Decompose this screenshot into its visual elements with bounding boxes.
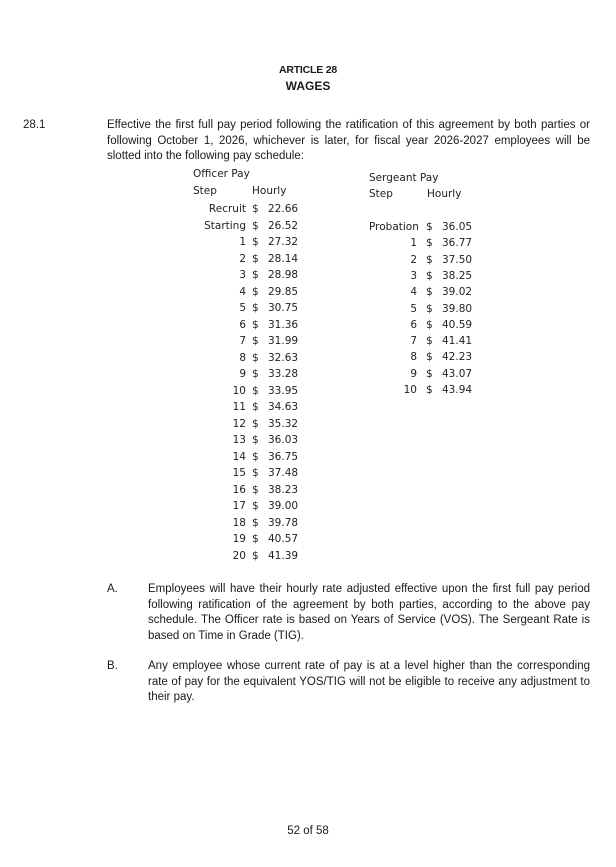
pay-row — [193, 434, 323, 451]
dollar-sign: $ — [252, 318, 259, 331]
step-cell: 16 — [232, 483, 246, 496]
dollar-sign: $ — [426, 286, 433, 299]
dollar-sign: $ — [252, 417, 259, 430]
pay-row — [193, 401, 323, 418]
pay-row — [193, 220, 323, 237]
pay-row — [193, 286, 323, 303]
dollar-sign: $ — [252, 450, 259, 463]
hourly-rate-cell: 41.39 — [268, 549, 299, 562]
dollar-sign: $ — [252, 434, 259, 446]
dollar-sign: $ — [252, 252, 259, 265]
dollar-sign: $ — [252, 549, 259, 562]
pay-row — [193, 203, 323, 220]
dollar-sign: $ — [252, 368, 259, 380]
pay-row — [193, 319, 323, 336]
step-cell: 3 — [239, 269, 246, 281]
pay-row — [369, 368, 499, 385]
step-cell: 7 — [239, 335, 246, 347]
step-cell: 3 — [410, 269, 417, 282]
dollar-sign: $ — [252, 335, 259, 347]
dollar-sign: $ — [426, 384, 433, 396]
officer-step-header: Step — [193, 185, 217, 197]
note-b-label: B. — [107, 660, 118, 672]
dollar-sign: $ — [426, 253, 433, 266]
sergeant-hourly-header: Hourly — [427, 188, 462, 200]
hourly-rate-cell: 37.48 — [268, 467, 299, 479]
section-number: 28.1 — [23, 119, 46, 131]
pay-row — [193, 352, 323, 369]
step-cell: 18 — [232, 516, 246, 529]
dollar-sign: $ — [426, 367, 433, 380]
hourly-rate-cell: 27.32 — [268, 236, 299, 248]
dollar-sign: $ — [252, 483, 259, 496]
hourly-rate-cell: 30.75 — [268, 302, 299, 314]
pay-row — [193, 467, 323, 484]
pay-row — [193, 269, 323, 286]
hourly-rate-cell: 35.32 — [268, 417, 299, 430]
dollar-sign: $ — [252, 236, 259, 248]
pay-row — [369, 351, 499, 368]
pay-row — [369, 319, 499, 336]
dollar-sign: $ — [252, 533, 259, 545]
dollar-sign: $ — [252, 351, 259, 364]
hourly-rate-cell: 43.94 — [442, 384, 473, 396]
officer-table-title: Officer Pay — [193, 168, 250, 180]
step-cell: 19 — [232, 533, 246, 545]
step-cell: 5 — [410, 302, 417, 315]
step-cell: 2 — [410, 253, 417, 266]
dollar-sign: $ — [426, 237, 433, 250]
section-intro-text: Effective the first full pay period following the ratification of this agreement by both parties or following October 1, 2026, whichever is later, for fiscal year 2026-2027 employees will be slotted into the following pay schedule: — [107, 119, 590, 162]
step-cell: 20 — [232, 549, 246, 562]
step-cell: 1 — [410, 237, 417, 250]
hourly-rate-cell: 36.75 — [268, 450, 299, 463]
pay-row — [369, 270, 499, 287]
hourly-rate-cell: 28.98 — [268, 269, 299, 281]
pay-row — [193, 302, 323, 319]
step-cell: 6 — [410, 318, 417, 331]
dollar-sign: $ — [252, 500, 259, 512]
step-cell: 10 — [403, 384, 417, 396]
pay-row — [193, 368, 323, 385]
step-cell: 17 — [232, 500, 246, 512]
dollar-sign: $ — [426, 318, 433, 331]
hourly-rate-cell: 33.28 — [268, 368, 299, 380]
step-cell: 9 — [410, 367, 417, 380]
dollar-sign: $ — [252, 302, 259, 314]
pay-row — [193, 484, 323, 501]
pay-row — [193, 517, 323, 534]
pay-row — [193, 500, 323, 517]
hourly-rate-cell: 36.05 — [442, 221, 473, 233]
pay-row — [369, 286, 499, 303]
dollar-sign: $ — [252, 285, 259, 298]
dollar-sign: $ — [252, 203, 259, 215]
step-cell: 8 — [239, 351, 246, 364]
pay-row — [193, 253, 323, 270]
dollar-sign: $ — [252, 219, 259, 232]
pay-row — [193, 418, 323, 435]
step-cell: Starting — [204, 219, 246, 232]
hourly-rate-cell: 36.77 — [442, 237, 473, 250]
hourly-rate-cell: 40.57 — [268, 533, 299, 545]
pay-row — [369, 221, 499, 238]
pay-row — [193, 550, 323, 567]
step-cell: 8 — [410, 351, 417, 364]
dollar-sign: $ — [426, 351, 433, 364]
step-cell: 14 — [232, 450, 246, 463]
dollar-sign: $ — [252, 384, 259, 397]
hourly-rate-cell: 39.00 — [268, 500, 299, 512]
pay-row — [369, 254, 499, 271]
hourly-rate-cell: 28.14 — [268, 252, 299, 265]
page-number: 52 of 58 — [287, 825, 329, 837]
pay-row — [369, 384, 499, 401]
hourly-rate-cell: 36.03 — [268, 434, 299, 446]
hourly-rate-cell: 31.99 — [268, 335, 299, 347]
step-cell: 2 — [239, 252, 246, 265]
dollar-sign: $ — [426, 302, 433, 315]
dollar-sign: $ — [252, 269, 259, 281]
hourly-rate-cell: 40.59 — [442, 318, 473, 331]
dollar-sign: $ — [252, 467, 259, 479]
step-cell: 11 — [232, 401, 246, 413]
step-cell: 6 — [239, 318, 246, 331]
step-cell: 5 — [239, 302, 246, 314]
hourly-rate-cell: 34.63 — [268, 401, 299, 413]
hourly-rate-cell: 31.36 — [268, 318, 299, 331]
step-cell: 4 — [410, 286, 417, 299]
step-cell: 4 — [239, 285, 246, 298]
dollar-sign: $ — [426, 269, 433, 282]
hourly-rate-cell: 39.80 — [442, 302, 473, 315]
step-cell: 12 — [232, 417, 246, 430]
pay-row — [369, 303, 499, 320]
officer-hourly-header: Hourly — [252, 185, 287, 197]
hourly-rate-cell: 32.63 — [268, 351, 299, 364]
dollar-sign: $ — [252, 516, 259, 529]
step-cell: Probation — [369, 221, 419, 233]
hourly-rate-cell: 41.41 — [442, 335, 473, 348]
dollar-sign: $ — [426, 221, 433, 233]
article-number: ARTICLE 28 — [278, 64, 338, 76]
step-cell: 7 — [410, 335, 417, 348]
pay-row — [369, 237, 499, 254]
note-b-text: Any employee whose current rate of pay is at a level higher than the corresponding rate of pay for the equivalent YOS/TIG will not be eligible to receive any adjustment to their pay. — [148, 660, 590, 703]
pay-row — [369, 335, 499, 352]
sergeant-table-title: Sergeant Pay — [369, 172, 439, 184]
note-a-label: A. — [107, 583, 118, 595]
hourly-rate-cell: 26.52 — [268, 219, 299, 232]
pay-row — [193, 385, 323, 402]
hourly-rate-cell: 39.78 — [268, 516, 299, 529]
step-cell: 1 — [239, 236, 246, 248]
pay-row — [193, 533, 323, 550]
hourly-rate-cell: 33.95 — [268, 384, 299, 397]
sergeant-step-header: Step — [369, 188, 393, 200]
hourly-rate-cell: 22.66 — [268, 203, 299, 215]
step-cell: Recruit — [208, 203, 246, 215]
hourly-rate-cell: 43.07 — [442, 367, 473, 380]
step-cell: 9 — [239, 368, 246, 380]
step-cell: 13 — [232, 434, 246, 446]
hourly-rate-cell: 37.50 — [442, 253, 473, 266]
dollar-sign: $ — [426, 335, 433, 348]
step-cell: 10 — [232, 384, 246, 397]
note-a-text: Employees will have their hourly rate adjusted effective upon the first full pay period following ratification of the agreement by both parties, according to the above pay schedule. The Officer rate is based on Years of Service (VOS). The Sergeant Rate is based on Time in Grade (TIG). — [148, 583, 590, 642]
article-title: WAGES — [285, 79, 331, 93]
hourly-rate-cell: 38.23 — [268, 483, 299, 496]
dollar-sign: $ — [252, 401, 259, 413]
hourly-rate-cell: 38.25 — [442, 269, 473, 282]
hourly-rate-cell: 39.02 — [442, 286, 473, 299]
step-cell: 15 — [232, 467, 246, 479]
pay-row — [193, 451, 323, 468]
hourly-rate-cell: 29.85 — [268, 285, 299, 298]
hourly-rate-cell: 42.23 — [442, 351, 473, 364]
pay-row — [193, 236, 323, 253]
pay-row — [193, 335, 323, 352]
